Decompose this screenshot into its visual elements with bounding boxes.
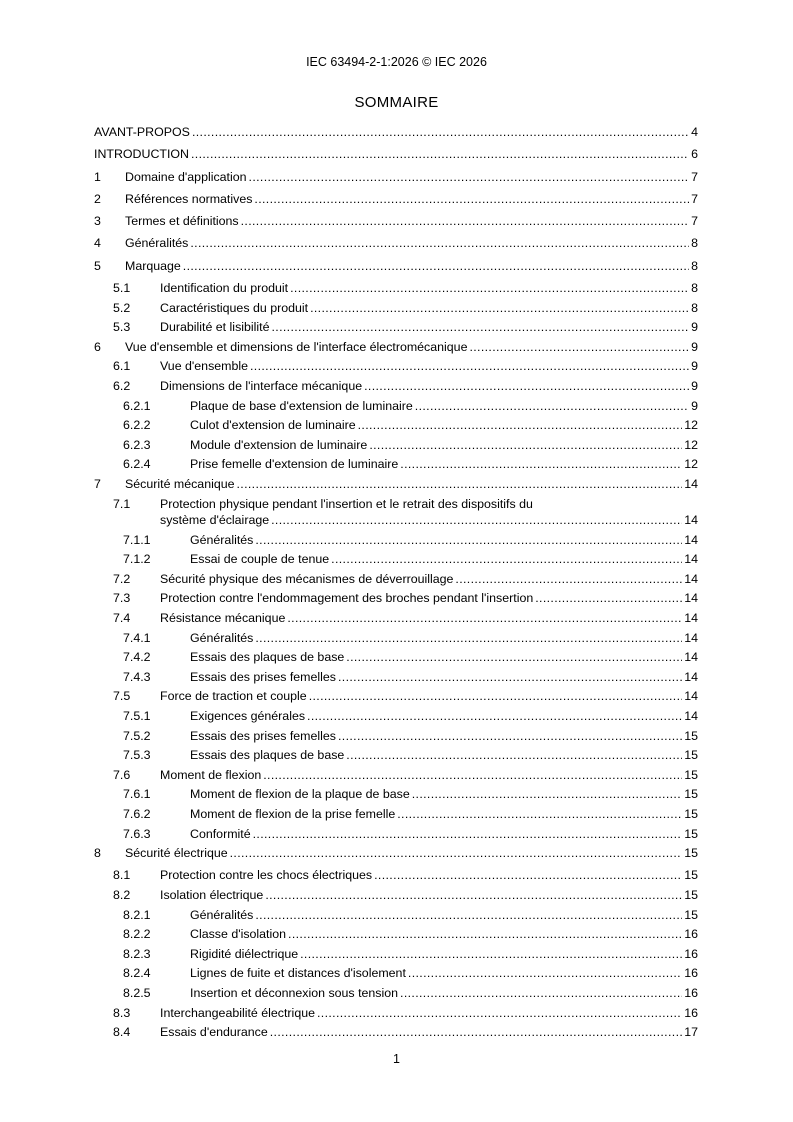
toc-entry-title: Sécurité électrique — [125, 844, 228, 864]
toc-entry-number: 6.2.1 — [123, 398, 151, 413]
toc-entry[interactable] — [94, 844, 698, 864]
toc-entry-number: 7.4.2 — [123, 650, 151, 665]
toc-entry-title: Interchangeabilité électrique — [160, 1004, 315, 1024]
toc-entry-number: 7 — [94, 476, 101, 491]
toc-entry[interactable] — [94, 145, 698, 165]
toc-entry-page: 15 — [684, 785, 698, 805]
toc-entry[interactable] — [94, 964, 698, 984]
dot-leader — [241, 212, 689, 232]
toc-entry-number: 6.2.3 — [123, 437, 151, 452]
toc-entry-page: 6 — [691, 145, 698, 165]
dot-leader — [191, 145, 689, 165]
toc-entry-number: 4 — [94, 236, 101, 251]
toc-entry-title: Essais d'endurance — [160, 1023, 268, 1043]
toc-entry-page: 15 — [684, 746, 698, 766]
toc-entry-page: 17 — [684, 1023, 698, 1043]
toc-entry-page: 14 — [684, 707, 698, 727]
toc-entry-number: 8 — [94, 846, 101, 861]
dot-leader — [250, 357, 689, 377]
toc-entry-page: 14 — [684, 589, 698, 609]
page-number: 1 — [393, 1052, 400, 1066]
toc-entry-page: 8 — [691, 234, 698, 254]
toc-entry-page: 4 — [691, 123, 698, 143]
toc-entry[interactable] — [94, 168, 698, 188]
toc-entry[interactable] — [94, 687, 698, 707]
dot-leader — [346, 648, 682, 668]
toc-entry-page: 14 — [684, 609, 698, 629]
toc-entry-number: 2 — [94, 191, 101, 206]
dot-leader — [397, 805, 682, 825]
dot-leader — [237, 475, 683, 495]
toc-entry-number: 7.1.2 — [123, 552, 151, 567]
dot-leader — [300, 945, 682, 965]
toc-entry-title: Sécurité physique des mécanismes de déverrouillage — [160, 570, 453, 590]
toc-entry-title: Essai de couple de tenue — [190, 550, 329, 570]
toc-entry[interactable] — [94, 589, 698, 609]
toc-entry-number: 8.3 — [113, 1005, 131, 1020]
toc-entry[interactable] — [94, 785, 698, 805]
dot-leader — [338, 668, 682, 688]
toc-entry-number: 6.1 — [113, 359, 131, 374]
dot-leader — [346, 746, 682, 766]
toc-entry-number: 8.2 — [113, 887, 131, 902]
toc-entry-title: Moment de flexion de la prise femelle — [190, 805, 395, 825]
toc-entry-number: 7.5.2 — [123, 728, 151, 743]
toc-entry-title: Moment de flexion — [160, 766, 261, 786]
toc-entry-title: Moment de flexion de la plaque de base — [190, 785, 410, 805]
toc-entry-number: 8.2.2 — [123, 927, 151, 942]
toc-entry-title: Résistance mécanique — [160, 609, 285, 629]
toc-entry-number: 6.2 — [113, 378, 131, 393]
toc-entry-number: 6.2.2 — [123, 418, 151, 433]
toc-entry[interactable] — [94, 707, 698, 727]
toc-entry[interactable] — [94, 377, 698, 397]
toc-entry-number: 8.1 — [113, 868, 131, 883]
toc-entry-number: 7.4.3 — [123, 669, 151, 684]
toc-entry-page: 14 — [684, 687, 698, 707]
toc-entry-number: 6.2.4 — [123, 457, 151, 472]
toc-entry-number: 8.2.4 — [123, 966, 151, 981]
dot-leader — [400, 984, 682, 1004]
dot-leader — [535, 589, 682, 609]
toc-entry[interactable] — [94, 766, 698, 786]
toc-entry[interactable] — [94, 531, 698, 551]
toc-entry-number: 3 — [94, 214, 101, 229]
toc-entry[interactable] — [94, 727, 698, 747]
toc-entry-title: Essais des plaques de base — [190, 648, 344, 668]
toc-entry-number: 1 — [94, 169, 101, 184]
toc-entry[interactable] — [94, 609, 698, 629]
toc-entry-page: 12 — [684, 436, 698, 456]
toc-entry-number: 7.2 — [113, 571, 131, 586]
toc-entry-title: Termes et définitions — [125, 212, 239, 232]
toc-entry[interactable] — [94, 436, 698, 456]
toc-entry-title: Essais des prises femelles — [190, 727, 336, 747]
toc-entry-title: Conformité — [190, 825, 251, 845]
dot-leader — [288, 925, 682, 945]
toc-entry-page: 14 — [684, 531, 698, 551]
toc-entry-page: 15 — [684, 886, 698, 906]
toc-entry-title: Vue d'ensemble et dimensions de l'interface électromécanique — [125, 338, 467, 358]
toc-entry-page: 15 — [684, 825, 698, 845]
toc-entry-title: Culot d'extension de luminaire — [190, 416, 356, 436]
toc-entry[interactable] — [94, 805, 698, 825]
toc-entry-page: 9 — [691, 357, 698, 377]
toc-entry-title: Identification du produit — [160, 279, 288, 299]
dot-leader — [408, 964, 682, 984]
dot-leader — [263, 766, 682, 786]
dot-leader — [331, 550, 682, 570]
toc-entry[interactable] — [94, 866, 698, 886]
toc-entry-page: 14 — [684, 511, 698, 531]
toc-entry-title: INTRODUCTION — [94, 145, 189, 165]
toc-entry-title: Marquage — [125, 257, 181, 277]
toc-entry-title: Généralités — [125, 234, 188, 254]
toc-entry-title: Caractéristiques du produit — [160, 299, 308, 319]
toc-entry[interactable] — [94, 279, 698, 299]
toc-entry-title: Durabilité et lisibilité — [160, 318, 270, 338]
toc-entry-page: 14 — [684, 475, 698, 495]
toc-entry-page: 14 — [684, 570, 698, 590]
toc-entry-title: Prise femelle d'extension de luminaire — [190, 455, 398, 475]
toc-entry-page: 14 — [684, 550, 698, 570]
toc-entry-page: 14 — [684, 648, 698, 668]
toc-entry-title: Vue d'ensemble — [160, 357, 248, 377]
toc-entry-page: 15 — [684, 906, 698, 926]
toc-entry-page: 9 — [691, 397, 698, 417]
toc-entry-page: 9 — [691, 338, 698, 358]
dot-leader — [309, 687, 682, 707]
dot-leader — [287, 609, 682, 629]
toc-entry-number: 7.5.1 — [123, 708, 151, 723]
toc-entry[interactable] — [94, 416, 698, 436]
toc-entry[interactable] — [94, 455, 698, 475]
toc-entry-number: 7.5 — [113, 689, 131, 704]
toc-entry[interactable] — [94, 318, 698, 338]
toc-entry[interactable] — [94, 212, 698, 232]
toc-entry-number: 5.2 — [113, 300, 131, 315]
toc-entry[interactable] — [94, 234, 698, 254]
toc-entry-page: 7 — [691, 168, 698, 188]
toc-entry-title: Protection contre l'endommagement des broches pendant l'insertion — [160, 589, 533, 609]
dot-leader — [469, 338, 689, 358]
toc-entry-title: Essais des prises femelles — [190, 668, 336, 688]
toc-entry-number: 8.2.1 — [123, 907, 151, 922]
toc-entry-number: 5.3 — [113, 320, 131, 335]
toc-entry-title: Dimensions de l'interface mécanique — [160, 377, 362, 397]
dot-leader — [254, 190, 689, 210]
toc-entry[interactable] — [94, 668, 698, 688]
toc-entry-page: 7 — [691, 212, 698, 232]
dot-leader — [265, 886, 682, 906]
dot-leader — [455, 570, 682, 590]
toc-entry-title: Essais des plaques de base — [190, 746, 344, 766]
toc-entry-title: Lignes de fuite et distances d'isolement — [190, 964, 406, 984]
toc-entry[interactable] — [94, 825, 698, 845]
dot-leader — [307, 707, 682, 727]
toc-entry-page: 9 — [691, 318, 698, 338]
dot-leader — [374, 866, 682, 886]
toc-entry[interactable] — [94, 945, 698, 965]
dot-leader — [412, 785, 682, 805]
dot-leader — [190, 234, 689, 254]
toc-entry-title: Généralités — [190, 531, 253, 551]
dot-leader — [415, 397, 689, 417]
toc-entry[interactable] — [94, 495, 698, 512]
toc-entry-title: AVANT-PROPOS — [94, 123, 190, 143]
toc-entry[interactable] — [94, 475, 698, 495]
toc-entry-title: Références normatives — [125, 190, 252, 210]
toc-entry-title: Généralités — [190, 629, 253, 649]
toc-entry[interactable] — [94, 984, 698, 1004]
dot-leader — [249, 168, 690, 188]
toc-entry-page: 9 — [691, 377, 698, 397]
toc-entry[interactable] — [94, 550, 698, 570]
toc-entry-title: Domaine d'application — [125, 168, 247, 188]
toc-entry-page: 15 — [684, 727, 698, 747]
dot-leader — [358, 416, 683, 436]
toc-entry-page: 15 — [684, 805, 698, 825]
dot-leader — [255, 629, 682, 649]
toc-entry-number: 8.2.5 — [123, 985, 151, 1000]
toc-entry-title: Protection physique pendant l'insertion et le retrait des dispositifs du — [160, 496, 533, 511]
toc-entry[interactable] — [94, 123, 698, 143]
dot-leader — [290, 279, 689, 299]
toc-entry[interactable] — [94, 397, 698, 417]
toc-entry[interactable] — [94, 1023, 698, 1043]
toc-entry-title: Exigences générales — [190, 707, 305, 727]
toc-entry-number: 6 — [94, 339, 101, 354]
toc-entry-number: 7.6.3 — [123, 826, 151, 841]
toc-entry-page: 8 — [691, 279, 698, 299]
toc-entry[interactable] — [94, 338, 698, 358]
toc-entry[interactable] — [94, 648, 698, 668]
toc-entry-title: Sécurité mécanique — [125, 475, 235, 495]
toc-entry-page: 15 — [684, 766, 698, 786]
toc-entry-page: 15 — [684, 844, 698, 864]
toc-entry-page: 16 — [684, 964, 698, 984]
toc-entry-title: Module d'extension de luminaire — [190, 436, 367, 456]
toc-entry-number: 7.4.1 — [123, 630, 151, 645]
toc-entry-page: 16 — [684, 1004, 698, 1024]
toc-entry-page: 14 — [684, 629, 698, 649]
toc-entry-number: 7.6.1 — [123, 787, 151, 802]
dot-leader — [338, 727, 682, 747]
page-title: SOMMAIRE — [354, 94, 439, 111]
toc-entry-title: Rigidité diélectrique — [190, 945, 298, 965]
dot-leader — [272, 318, 690, 338]
toc-entry[interactable] — [94, 257, 698, 277]
toc-entry[interactable] — [94, 886, 698, 906]
toc-entry-number: 7.4 — [113, 610, 131, 625]
toc-entry[interactable] — [94, 906, 698, 926]
toc-entry-number: 8.2.3 — [123, 946, 151, 961]
toc-entry[interactable] — [94, 357, 698, 377]
toc-entry[interactable] — [94, 746, 698, 766]
toc-entry-number: 7.6.2 — [123, 806, 151, 821]
toc-entry-page: 12 — [684, 416, 698, 436]
toc-entry-title: Force de traction et couple — [160, 687, 307, 707]
toc-entry-number: 5.1 — [113, 280, 131, 295]
toc-entry-page: 14 — [684, 668, 698, 688]
dot-leader — [369, 436, 682, 456]
dot-leader — [183, 257, 689, 277]
toc-entry-title: Protection contre les chocs électriques — [160, 866, 372, 886]
toc-entry-page: 16 — [684, 984, 698, 1004]
toc-entry[interactable] — [94, 190, 698, 210]
dot-leader — [255, 531, 682, 551]
toc-entry-title: Plaque de base d'extension de luminaire — [190, 397, 413, 417]
toc-entry-continuation[interactable] — [94, 511, 698, 531]
toc-entry-number: 7.1 — [113, 496, 131, 511]
toc-entry-page: 12 — [684, 455, 698, 475]
dot-leader — [317, 1004, 682, 1024]
toc-entry-page: 8 — [691, 257, 698, 277]
toc-entry-page: 16 — [684, 925, 698, 945]
dot-leader — [271, 511, 682, 531]
toc-entry[interactable] — [94, 299, 698, 319]
dot-leader — [310, 299, 689, 319]
table-of-contents — [94, 123, 698, 1043]
toc-entry[interactable] — [94, 1004, 698, 1024]
toc-entry-title: Généralités — [190, 906, 253, 926]
toc-entry-page: 16 — [684, 945, 698, 965]
toc-entry-title: Isolation électrique — [160, 886, 263, 906]
dot-leader — [255, 906, 682, 926]
toc-entry-number: 8.4 — [113, 1025, 131, 1040]
toc-entry-number: 7.1.1 — [123, 532, 151, 547]
document-header: IEC 63494-2-1:2026 © IEC 2026 — [306, 55, 487, 69]
toc-entry[interactable] — [94, 629, 698, 649]
toc-entry-number: 5 — [94, 258, 101, 273]
toc-entry-title: Classe d'isolation — [190, 925, 286, 945]
toc-entry-page: 8 — [691, 299, 698, 319]
toc-entry-page: 7 — [691, 190, 698, 210]
dot-leader — [400, 455, 682, 475]
toc-entry-title: Insertion et déconnexion sous tension — [190, 984, 398, 1004]
toc-entry-number: 7.5.3 — [123, 748, 151, 763]
toc-entry-number: 7.6 — [113, 767, 131, 782]
toc-entry[interactable] — [94, 570, 698, 590]
dot-leader — [270, 1023, 682, 1043]
dot-leader — [192, 123, 689, 143]
toc-entry[interactable] — [94, 925, 698, 945]
toc-entry-title-continuation: système d'éclairage — [160, 511, 269, 531]
toc-entry-number: 7.3 — [113, 591, 131, 606]
dot-leader — [253, 825, 683, 845]
dot-leader — [364, 377, 689, 397]
toc-entry-page: 15 — [684, 866, 698, 886]
dot-leader — [230, 844, 683, 864]
